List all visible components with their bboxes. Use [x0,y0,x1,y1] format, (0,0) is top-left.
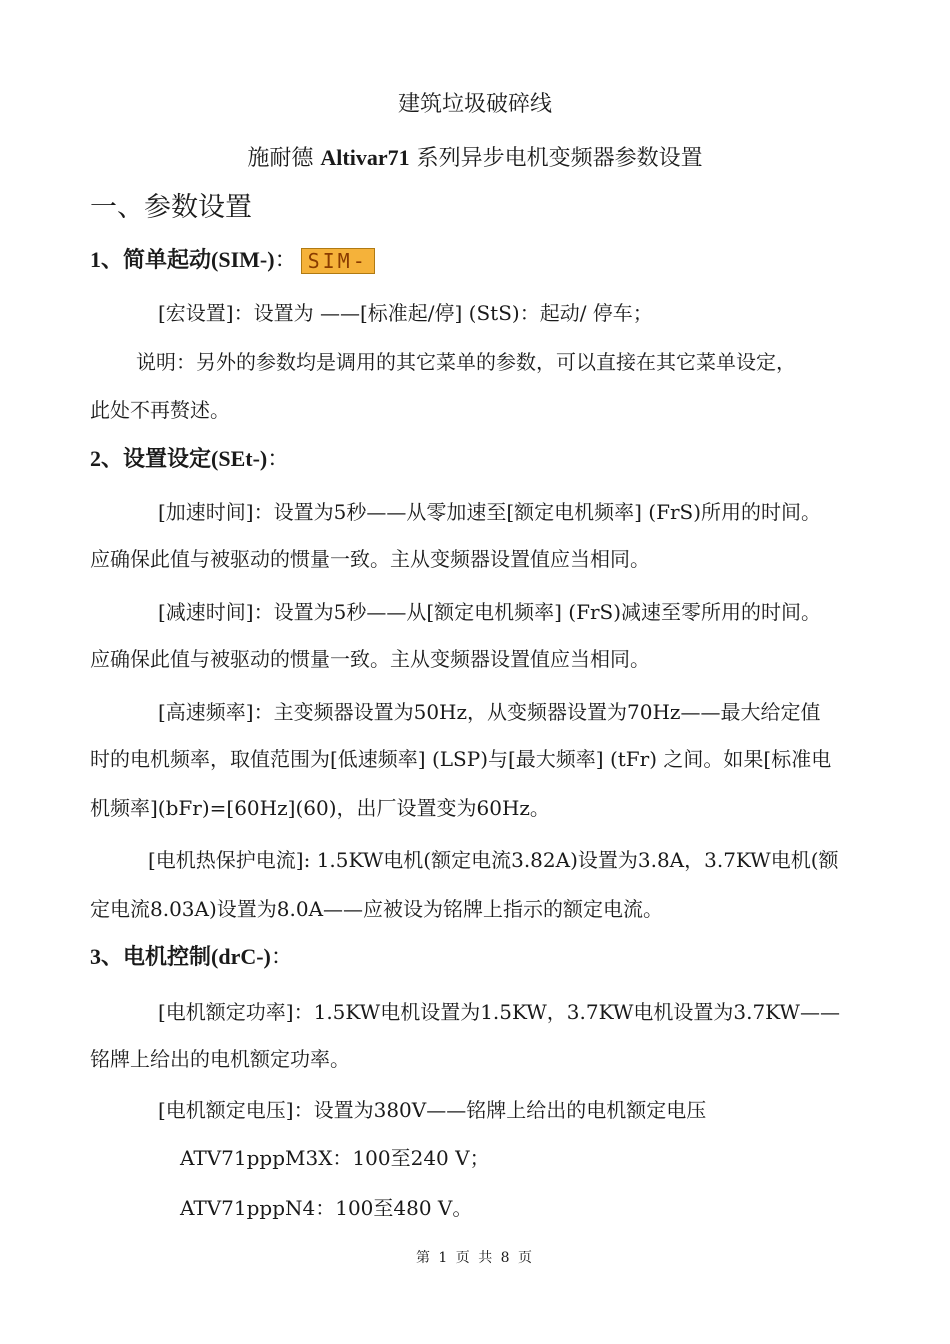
decel-line-2: 应确保此值与被驱动的惯量一致。主从变频器设置值应当相同。 [90,647,650,671]
heading-simple-start-code: (SIM-) [211,247,275,272]
heading-settings [90,446,289,473]
heading-motor-control-colon: ： [270,945,293,970]
heading-motor-control [90,944,293,971]
heading-motor-control-code: (drC-) [211,944,271,969]
rated-voltage-line-2: ATV71pppM3X：100至240 V； [180,1146,490,1170]
high-speed-line-1: [高速频率]：主变频器设置为50Hz，从变频器设置为70Hz——最大给定值 [158,700,821,724]
lcd-display-icon: SIM- [301,248,375,274]
accel-line-2: 应确保此值与被驱动的惯量一致。主从变频器设置值应当相同。 [90,547,650,571]
heading-motor-control-label: 3、电机控制 [90,944,212,969]
heading-settings-code: (SEt-) [211,446,268,471]
section-heading-parameter-settings: 一、参数设置 [90,192,252,223]
accel-line-1: [加速时间]：设置为5秒——从零加速至[额定电机频率] (FrS)所用的时间。 [158,500,822,524]
heading-simple-start-colon: ： [274,248,297,273]
thermal-current-line-1: [电机热保护电流]: 1.5KW电机(额定电流3.82A)设置为3.8A，3.7KW电机(额 [148,848,839,872]
thermal-current-line-2: 定电流8.03A)设置为8.0A——应被设为铭牌上指示的额定电流。 [90,897,664,921]
note-line-2: 此处不再赘述。 [90,398,230,422]
macro-setting-text: [宏设置]：设置为 ——[标准起/停] (StS)：起动/ 停车； [158,301,653,325]
document-subtitle [0,145,950,172]
heading-settings-colon: ： [267,447,290,472]
page-footer: 第 1 页 共 8 页 [415,1250,535,1266]
rated-power-line-2: 铭牌上给出的电机额定功率。 [90,1047,350,1071]
heading-simple-start [90,247,375,274]
heading-settings-label: 2、设置设定 [90,446,212,471]
decel-line-1: [减速时间]：设置为5秒——从[额定电机频率] (FrS)减速至零所用的时间。 [158,600,822,624]
note-line-1: 说明：另外的参数均是调用的其它菜单的参数，可以直接在其它菜单设定， [136,350,796,374]
rated-voltage-line-1: [电机额定电压]：设置为380V——铭牌上给出的电机额定电压 [158,1098,707,1122]
subtitle-suffix: 系列异步电机变频器参数设置 [409,146,703,171]
rated-voltage-line-3: ATV71pppN4：100至480 V。 [180,1196,473,1220]
high-speed-line-3: 机频率](bFr)=[60Hz](60)，出厂设置变为60Hz。 [90,796,550,820]
heading-simple-start-label: 1、简单起动 [90,247,212,272]
subtitle-model: Altivar71 [320,145,410,170]
document-title: 建筑垃圾破碎线 [397,92,552,117]
high-speed-line-2: 时的电机频率，取值范围为[低速频率] (LSP)与[最大频率] (tFr) 之间。如果[标准电 [90,747,832,771]
subtitle-prefix: 施耐德 [247,146,321,171]
rated-power-line-1: [电机额定功率]：1.5KW电机设置为1.5KW，3.7KW电机设置为3.7KW—— [158,1000,840,1024]
